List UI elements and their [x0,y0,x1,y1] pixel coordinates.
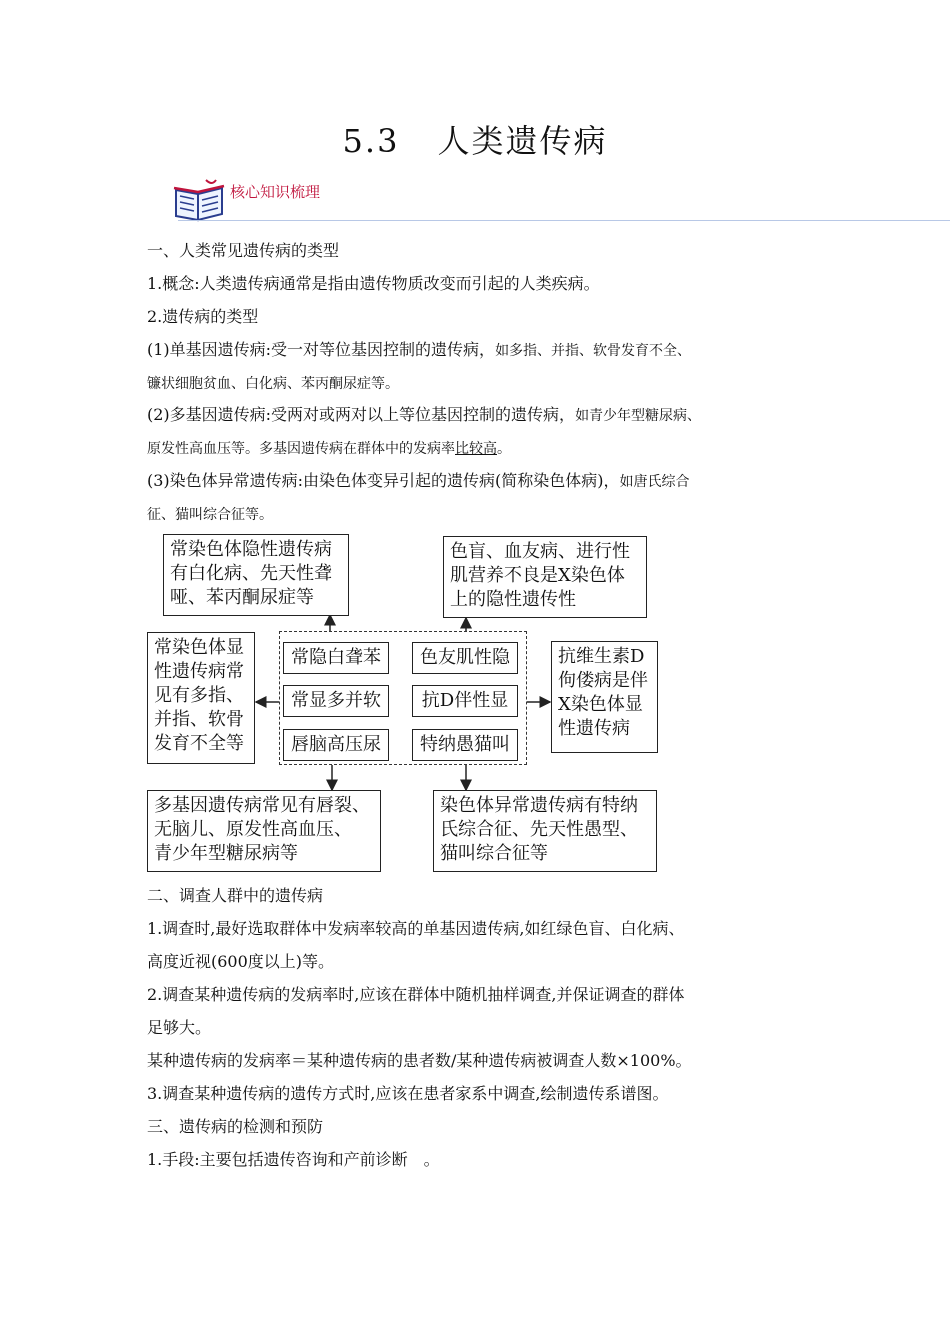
box-line: 上的隐性遗传性 [450,589,576,610]
box-line: X染色体显 [558,694,643,715]
text-span: (2)多基因遗传病:受两对或两对以上等位基因控制的遗传病， [147,405,576,424]
paragraph: 高度近视(600度以上)等。 [147,952,335,971]
box-line: 性遗传病常 [154,661,244,682]
underlined-answer: 比较高 [455,441,497,457]
text-span: (3)染色体异常遗传病:由染色体变异引起的遗传病(简称染色体病)， [147,471,620,490]
text-span: (1)单基因遗传病:受一对等位基因控制的遗传病， [147,340,496,359]
text-span: 征、猫叫综合征等。 [147,507,273,523]
text-span: 如青少年型糖尿病、 [575,408,702,424]
paragraph: 2.遗传病的类型 [147,307,259,326]
box-line: 常染色体隐性遗传病 [170,539,332,560]
badge-label: 核心知识梳理 [230,183,321,201]
box-line: 氏综合征、先天性愚型、 [440,819,638,840]
text-span: 如唐氏综合 [619,474,690,490]
box-line: 并指、软骨 [154,709,244,730]
box-x-recessive [443,536,647,618]
box-line: 有白化病、先天性聋 [170,563,332,584]
formula: 某种遗传病的发病率＝某种遗传病的患者数/某种遗传病被调查人数×100%。 [147,1051,692,1070]
mnemonic-cell: 常隐白聋苯 [283,642,389,674]
box-line: 肌营养不良是X染色体 [450,565,625,586]
mnemonic-cell: 唇脑高压尿 [283,729,389,761]
mnemonic-cell: 色友肌性隐 [412,642,518,674]
section-number: 5.3 [342,122,400,160]
paragraph: 1.手段:主要包括遗传咨询和产前诊断 。 [147,1150,440,1169]
box-chromosomal [433,790,657,872]
paragraph: 足够大。 [147,1018,212,1037]
text-span: 原发性高血压等。多基因遗传病在群体中的发病率 [147,441,455,457]
box-line: 色盲、血友病、进行性 [450,541,630,562]
box-line: 多基因遗传病常见有唇裂、 [154,795,370,816]
text-span: 镰状细胞贫血、白化病、苯丙酮尿症等。 [147,376,399,392]
paragraph: 1.调查时,最好选取群体中发病率较高的单基因遗传病,如红绿色盲、白化病、 [147,919,685,938]
section-heading: 一、人类常见遗传病的类型 [147,241,340,260]
section-heading: 二、调查人群中的遗传病 [147,886,324,905]
box-line: 染色体异常遗传病有特纳 [440,795,638,816]
box-line: 常染色体显 [154,637,244,658]
paragraph: 1.概念:人类遗传病通常是指由遗传物质改变而引起的人类疾病。 [147,274,600,293]
box-line: 猫叫综合征等 [440,843,548,864]
box-line: 发育不全等 [154,733,244,754]
box-autosomal-dominant [147,632,255,764]
text-span: 如多指、并指、软骨发育不全、 [495,343,692,359]
box-line: 哑、苯丙酮尿症等 [170,587,314,608]
mnemonic-cell: 特纳愚猫叫 [412,729,518,761]
mnemonic-cell: 常显多并软 [283,685,389,717]
box-line: 见有多指、 [154,685,244,706]
box-polygenic [147,790,381,872]
box-line: 佝偻病是伴 [558,670,648,691]
box-line: 青少年型糖尿病等 [154,843,298,864]
box-line: 抗维生素D [558,646,645,667]
box-line: 性遗传病 [558,718,630,739]
text-span: 。 [497,441,511,457]
section-heading: 三、遗传病的检测和预防 [147,1117,324,1136]
paragraph: 3.调查某种遗传病的遗传方式时,应该在患者家系中调查,绘制遗传系谱图。 [147,1084,669,1103]
box-autosomal-recessive [163,534,349,616]
box-line: 无脑儿、原发性高血压、 [154,819,352,840]
mnemonic-cell: 抗D伴性显 [412,685,518,717]
paragraph: 2.调查某种遗传病的发病率时,应该在群体中随机抽样调查,并保证调查的群体 [147,985,685,1004]
box-x-dominant [551,641,658,753]
title-text: 人类遗传病 [437,122,608,160]
